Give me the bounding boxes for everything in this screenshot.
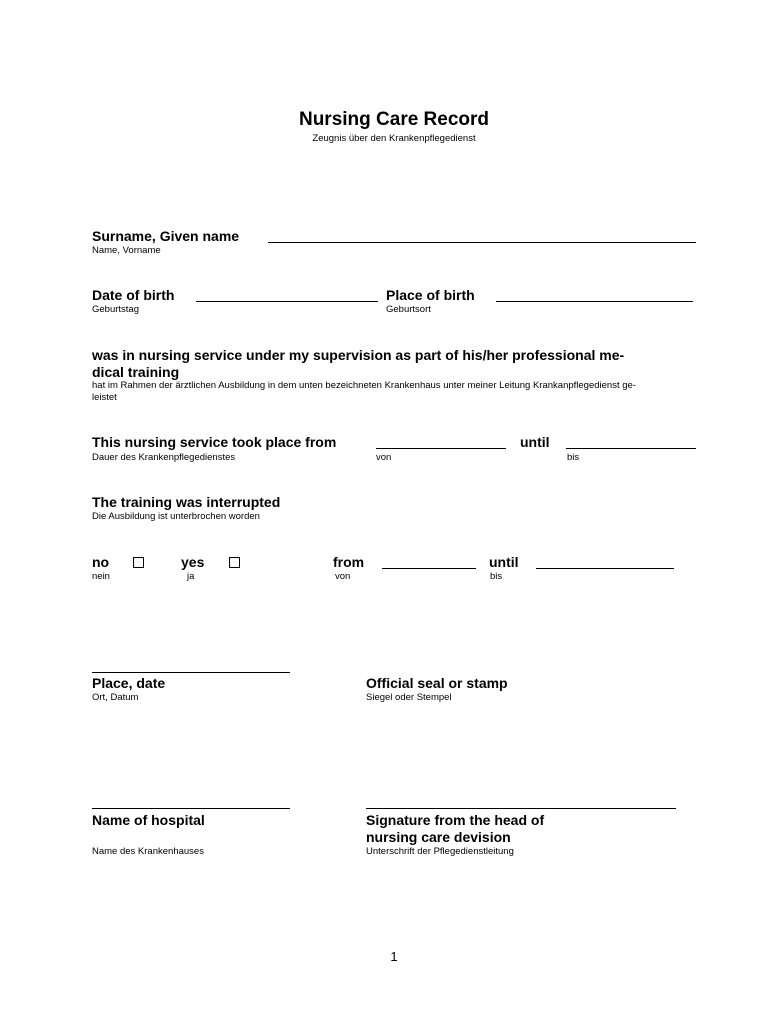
supervision-statement-line2: dical training: [92, 364, 180, 380]
hospital-sublabel: Name des Krankenhauses: [92, 846, 204, 857]
interruption-until-sublabel: bis: [490, 571, 503, 582]
seal-sublabel: Siegel oder Stempel: [366, 692, 452, 703]
signature-label-line1: Signature from the head of: [366, 812, 545, 828]
place-date-field[interactable]: [92, 672, 290, 673]
supervision-sublabel-line1: hat im Rahmen der ärztlichen Ausbildung in dem unten bezeichneten Krankenhaus unter meiner Leitung Krankanpflegedienst ge-: [92, 380, 636, 391]
service-from-field[interactable]: [376, 448, 506, 449]
page-subtitle: Zeugnis über den Krankenpflegedienst: [312, 133, 476, 144]
service-period-sublabel: Dauer des Krankenpflegedienstes: [92, 452, 236, 463]
interruption-until-field[interactable]: [536, 568, 674, 569]
place-date-sublabel: Ort, Datum: [92, 692, 139, 703]
place-of-birth-field[interactable]: [496, 301, 693, 302]
page-number: 1: [390, 949, 398, 964]
interruption-from-sublabel: von: [335, 571, 351, 582]
yes-label: yes: [181, 554, 205, 570]
place-of-birth-sublabel: Geburtsort: [386, 304, 431, 315]
no-checkbox[interactable]: [133, 557, 144, 568]
interruption-label: The training was interrupted: [92, 494, 281, 510]
seal-label: Official seal or stamp: [366, 675, 508, 691]
no-label: no: [92, 554, 110, 570]
page-title: Nursing Care Record: [298, 109, 490, 130]
service-period-label: This nursing service took place from: [92, 434, 337, 450]
place-date-label: Place, date: [92, 675, 166, 691]
date-of-birth-field[interactable]: [196, 301, 378, 302]
name-field[interactable]: [268, 242, 696, 243]
service-until-field[interactable]: [566, 448, 696, 449]
yes-sublabel: ja: [187, 571, 195, 582]
service-until-label: until: [520, 434, 550, 450]
hospital-field[interactable]: [92, 808, 290, 809]
interruption-from-label: from: [333, 554, 365, 570]
interruption-from-field[interactable]: [382, 568, 476, 569]
date-of-birth-sublabel: Geburtstag: [92, 304, 139, 315]
name-label: Surname, Given name: [92, 228, 240, 244]
supervision-statement-line1: was in nursing service under my supervision as part of his/her professional me-: [92, 347, 625, 363]
date-of-birth-label: Date of birth: [92, 287, 175, 303]
interruption-sublabel: Die Ausbildung ist unterbrochen worden: [92, 511, 260, 522]
no-sublabel: nein: [92, 571, 110, 582]
yes-checkbox[interactable]: [229, 557, 240, 568]
service-from-sublabel: von: [376, 452, 392, 463]
supervision-sublabel-line2: leistet: [92, 392, 117, 403]
signature-field[interactable]: [366, 808, 676, 809]
place-of-birth-label: Place of birth: [386, 287, 475, 303]
hospital-label: Name of hospital: [92, 812, 205, 828]
signature-label-line2: nursing care devision: [366, 829, 511, 845]
interruption-until-label: until: [489, 554, 519, 570]
signature-sublabel: Unterschrift der Pflegedienstleitung: [366, 846, 514, 857]
service-until-sublabel: bis: [567, 452, 580, 463]
name-sublabel: Name, Vorname: [92, 245, 161, 256]
